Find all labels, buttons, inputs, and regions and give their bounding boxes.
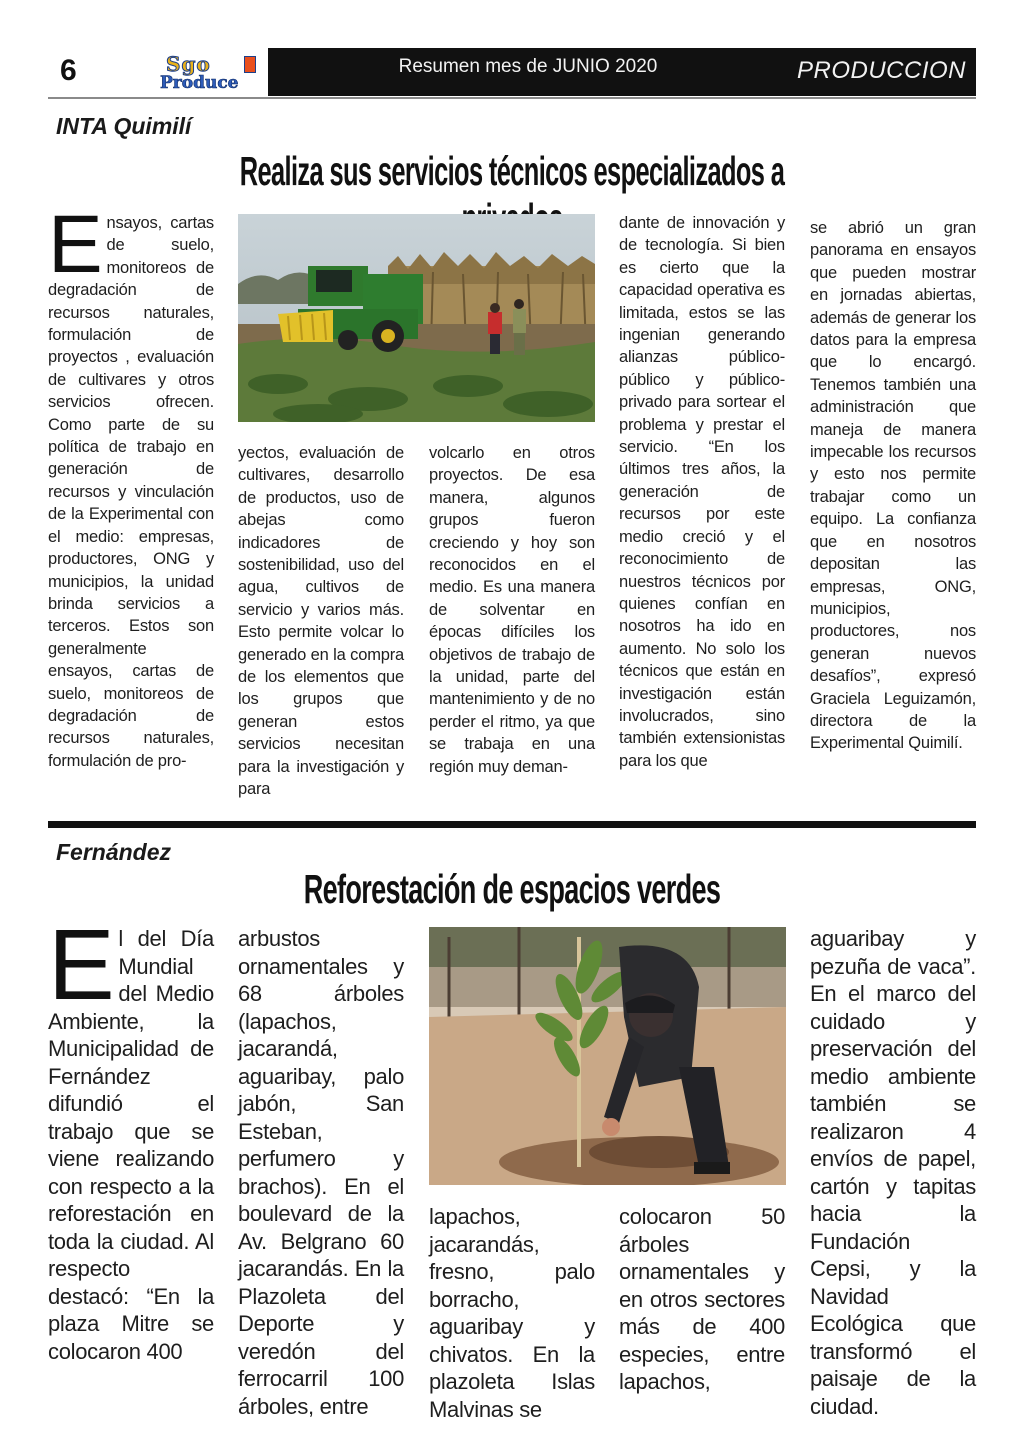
article1-column-5: se abrió un gran panorama en ensayos que pueden mostrar en jornadas abiertas, además de generar los datos para la empresa que lo encargó. Tenemos también una administración que maneja de manera impecable los recursos y esto nos permite trabajar como un equipo. La confianza que en nosotros depositan las empresas, ONG, municipios, productores, nos generan nuevos desafíos”, expresó Graciela Leguizamón, directora de la Experimental Quimilí. [810,219,976,753]
article1-column-4: dante de innovación y de tecnología. Si bien es cierto que la capacidad operativa es limitada, estos se las ingenian generando alianzas público-público y público-privado para sortear el problema y prestar el servicio. “En los últimos tres años, la generación de recursos por este medio creció y el reconocimiento de nuestros técnicos por quienes confían en nosotros ha ido en aumento. No solo los técnicos que están en investigación están involucrados, sino también extensionistas para los que [619,214,785,770]
article1-headline: Realiza sus servicios técnicos especializados a [239,148,785,194]
logo-top-text: Sgo [166,52,211,76]
tree-planting-photo [429,927,786,1185]
article1-dropcap: E [48,199,103,290]
article1-column-1 [48,199,214,772]
harvester-photo [238,214,595,422]
header-rule [48,97,976,99]
article1-column-2: yectos, evaluación de cultivares, desarrollo de productos, uso de abejas como indicadores de sostenibilidad, uso del agua, cultivos de servicio y varios más. Esto permite volcar lo generado en la compra de los elementos que los grupos que generan estos servicios necesitan para la investigación y para [238,444,404,799]
logo-bottom-text: Produce [160,73,239,93]
article1-column-3: volcarlo en otros proyectos. De esa manera, algunos grupos fueron creciendo y hoy son reconocidos en el medio. Es una manera de solventar en épocas difíciles los objetivos de trabajo de la unidad, parte del mantenimiento y de no perder el ritmo, ya que se trabaja en una región muy deman- [429,444,595,776]
article2-column-5: aguaribay y pezuña de vaca”. En el marco del cuidado y preservación del medio ambiente también se realizaron 4 envíos de papel, cartón y tapitas hacia la Fundación Cepsi, y la Navidad Ecológica que transformó el paisaje de la ciudad. [810,926,976,1419]
page-number: 6 [60,54,77,87]
issue-label: Resumen mes de JUNIO 2020 [398,56,658,77]
article2-column-1 [48,909,214,1365]
article1-column-1-text: nsayos, cartas de suelo, monitoreos de degradación de recursos naturales, formulación de proyectos , evaluación de cultivares y otros servicios ofrecen. Como parte de su política de trabajo en generación de recursos y vinculación de la Experimental con el medio: empresas, productores, ONG y municipios, la unidad brinda servicios a terceros. Estos son generalmente ensayos, cartas de suelo, monitoreos de degradación de recursos naturales, formulación de pro- [48,214,214,770]
article2-dropcap: E [48,909,115,1021]
page-header [48,48,976,96]
article2-column-2: arbustos ornamentales y 68 árboles (lapachos, jacarandá, aguaribay, palo jabón, San Esteban, perfumero y brachos). En el boulevard de la Av. Belgrano 60 jacarandás. En la Plazoleta del Deporte y veredón del ferrocarril 100 árboles, entre [238,926,404,1419]
header-bar [268,48,976,96]
article2-column-3: lapachos, jacarandás, fresno, palo borracho, aguaribay y chivatos. En la plazoleta Islas Malvinas se [429,1204,595,1422]
article2-kicker: Fernández [56,839,172,865]
section-label: PRODUCCION [796,57,966,84]
article2-column-1-text: l del Día Mundial del Medio Ambiente, la Municipalidad de Fernández difundió el trabajo que se viene realizando con respecto a la reforestación en toda la ciudad. Al respecto destacó: “En la plaza Mitre se colocaron 400 [48,926,214,1364]
article1-kicker: INTA Quimilí [56,113,192,139]
article2-column-4: colocaron 50 árboles ornamentales y en otros sectores más de 400 especies, entre lapachos, [619,1204,785,1394]
article2-headline: Reforestación de espacios verdes [303,866,721,912]
logo-flag-icon [244,56,256,73]
article-separator [48,821,976,828]
